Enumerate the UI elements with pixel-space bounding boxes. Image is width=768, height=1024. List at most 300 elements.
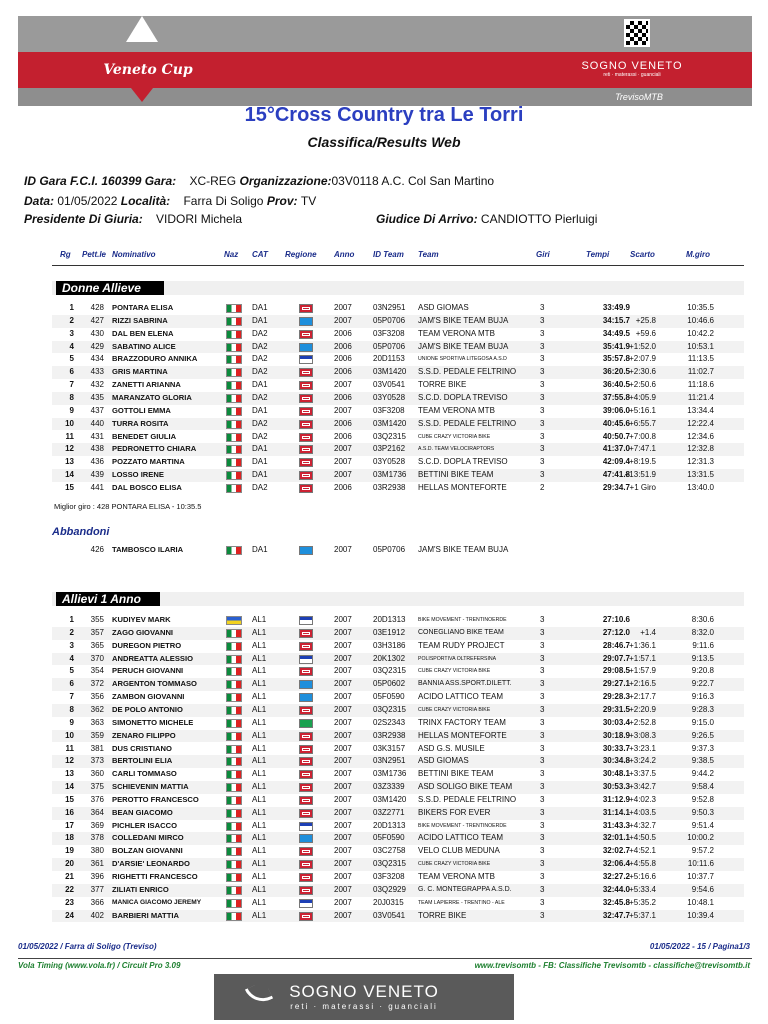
- bib-number: 428: [90, 303, 104, 312]
- laps: 3: [540, 315, 545, 325]
- table-row: [52, 302, 744, 315]
- team-name: TRINX FACTORY TEAM: [418, 717, 506, 727]
- col-mgiro: M.giro: [686, 250, 710, 259]
- birth-year: 2007: [334, 910, 352, 920]
- birth-year: 2007: [334, 807, 352, 817]
- time: 40:50.7: [602, 431, 630, 441]
- bib-number: 441: [90, 482, 104, 492]
- table-row: [52, 469, 744, 482]
- category: AL1: [252, 717, 267, 727]
- italy-flag-icon: [226, 445, 242, 454]
- best-lap: 9:58.4: [691, 782, 714, 792]
- team-id: 03Z3339: [373, 782, 405, 792]
- gap: +3:08.3: [629, 730, 656, 740]
- team-name: CUBE CRAZY VICTORIA BIKE: [418, 706, 491, 713]
- rank: 10: [65, 730, 74, 740]
- gap: +2:30.6: [629, 367, 656, 377]
- best-lap: 12:32.8: [687, 444, 714, 454]
- gap: +1:57.9: [629, 666, 656, 676]
- veneto-flag-icon: [299, 912, 313, 921]
- laps: 3: [540, 846, 545, 856]
- best-lap: 10:37.7: [687, 872, 714, 881]
- veneto-flag-icon: [299, 629, 313, 638]
- italy-flag-icon: [226, 809, 242, 818]
- bib-number: 433: [90, 367, 104, 377]
- table-row: [52, 678, 744, 691]
- athlete-name: SCHIEVENIN MATTIA: [112, 782, 189, 792]
- team-id: 03Q2315: [373, 666, 406, 676]
- time: 29:34.7: [602, 482, 630, 492]
- athlete-name: COLLEDANI MIRCO: [112, 833, 184, 843]
- bib-number: 373: [90, 756, 104, 766]
- birth-year: 2006: [334, 431, 352, 441]
- athlete-name: DAL BOSCO ELISA: [112, 482, 182, 492]
- rank: 14: [65, 470, 74, 480]
- bib-number: 378: [90, 833, 104, 843]
- rank: 9: [69, 405, 74, 415]
- laps: 3: [540, 704, 545, 714]
- category: DA2: [252, 431, 268, 441]
- category: DA2: [252, 328, 268, 338]
- birth-year: 2006: [334, 341, 352, 351]
- birth-year: 2007: [334, 380, 352, 390]
- birth-year: 2007: [334, 730, 352, 740]
- team-name: JAM'S BIKE TEAM BUJA: [418, 341, 509, 351]
- team-name: VELO CLUB MEDUNA: [418, 846, 500, 856]
- rank: 14: [65, 782, 74, 792]
- section-title-donne-allieve: Donne Allieve: [56, 281, 164, 295]
- birth-year: 2007: [334, 615, 352, 624]
- rank: 13: [65, 457, 74, 467]
- birth-year: 2007: [334, 653, 352, 663]
- team-id: 03M1420: [373, 367, 407, 377]
- birth-year: 2007: [334, 846, 352, 856]
- ukraine-flag-icon: [226, 616, 242, 625]
- team-id: 03N2951: [373, 303, 406, 312]
- bib-number: 366: [90, 897, 104, 907]
- italy-flag-icon: [226, 629, 242, 638]
- athlete-name: D'ARSIE' LEONARDO: [112, 859, 190, 869]
- rank: 23: [65, 897, 74, 907]
- category: AL1: [252, 692, 267, 702]
- bib-number: 402: [90, 910, 104, 920]
- table-row: [52, 366, 744, 379]
- best-lap: 9:28.3: [691, 704, 714, 714]
- best-lap: 13:40.0: [687, 482, 714, 492]
- footer-contacts[interactable]: www.trevisomtb - FB: Classifiche Trevisomtb - classifiche@trevisomtb.it: [474, 961, 750, 970]
- category: AL1: [252, 627, 267, 637]
- time: 31:43.3: [602, 820, 630, 830]
- rank: 12: [65, 756, 74, 766]
- birth-year: 2007: [334, 884, 352, 894]
- bib-number: 434: [90, 354, 104, 364]
- table-row: [52, 807, 744, 820]
- gap: +2:16.5: [629, 679, 656, 689]
- table-row: [52, 418, 744, 431]
- category: AL1: [252, 794, 267, 804]
- category: AL1: [252, 640, 267, 650]
- team-id: 20D1153: [373, 354, 405, 364]
- col-regione: Regione: [285, 250, 317, 259]
- athlete-name: PEROTTO FRANCESCO: [112, 794, 199, 804]
- athlete-name: PICHLER ISACCO: [112, 820, 177, 830]
- bib-number: 431: [90, 431, 104, 441]
- table-row: [52, 431, 744, 444]
- italy-flag-icon: [226, 847, 242, 856]
- category: DA1: [252, 380, 268, 390]
- time: 36:40.5: [602, 380, 630, 390]
- team-id: 03P2162: [373, 444, 406, 454]
- table-row: [52, 717, 744, 730]
- team-name: ACIDO LATTICO TEAM: [418, 833, 504, 843]
- team-name: BANNIA ASS.SPORT.DILETT.: [418, 680, 512, 688]
- category: AL1: [252, 679, 267, 689]
- category: AL1: [252, 769, 267, 779]
- table-row: [52, 341, 744, 354]
- italy-flag-icon: [226, 317, 242, 326]
- gap: +6:55.7: [629, 418, 656, 428]
- best-lap: 10:46.6: [687, 315, 714, 325]
- rank: 2: [69, 315, 74, 325]
- birth-year: 2007: [334, 679, 352, 689]
- bib-number: 380: [90, 846, 104, 856]
- athlete-name: MANICA GIACOMO JEREMY: [112, 898, 202, 906]
- best-lap: 9:20.8: [691, 666, 714, 676]
- bib-number: 375: [90, 782, 104, 792]
- rank: 2: [69, 627, 74, 637]
- time: 42:09.4: [602, 457, 630, 467]
- table-row: [52, 794, 744, 807]
- athlete-name: ANDREATTA ALESSIO: [112, 653, 193, 663]
- time: 41:37.0: [602, 444, 630, 454]
- gap: +3:42.7: [629, 782, 656, 792]
- birth-year: 2007: [334, 897, 352, 907]
- laps: 3: [540, 833, 545, 843]
- best-lap: 11:18.6: [687, 380, 714, 390]
- rank: 15: [65, 794, 74, 804]
- gap: +8:19.5: [629, 457, 656, 467]
- laps: 3: [540, 470, 545, 480]
- veneto-cup-logo: Veneto Cup: [103, 62, 193, 78]
- category: DA1: [252, 470, 268, 480]
- bib-number: 396: [90, 872, 104, 881]
- birth-year: 2006: [334, 328, 352, 338]
- rank: 7: [69, 692, 74, 702]
- veneto-flag-icon: [299, 433, 313, 442]
- best-lap: 10:00.2: [687, 833, 714, 843]
- team-id: 03M1420: [373, 794, 407, 804]
- table-row: [52, 392, 744, 405]
- athlete-name: RIZZI SABRINA: [112, 315, 168, 325]
- rank: 1: [69, 303, 74, 312]
- category: AL1: [252, 820, 267, 830]
- col-rg: Rg: [60, 250, 71, 259]
- athlete-name: POZZATO MARTINA: [112, 457, 185, 467]
- bib-number: 357: [90, 627, 104, 637]
- bib-number: 362: [90, 704, 104, 714]
- lombardia-flag-icon: [299, 719, 313, 728]
- best-lap: 11:21.4: [687, 392, 714, 402]
- laps: 3: [540, 627, 545, 637]
- team-id: 05P0706: [373, 545, 406, 554]
- team-name: ASD GIOMAS: [418, 303, 469, 312]
- gap: +5:16.6: [629, 872, 656, 881]
- gap: +4:52.1: [629, 846, 656, 856]
- table-row: [52, 858, 744, 871]
- veneto-flag-icon: [299, 873, 313, 882]
- team-id: 05F0590: [373, 833, 405, 843]
- category: AL1: [252, 859, 267, 869]
- veneto-flag-icon: [299, 706, 313, 715]
- best-lap: 10:39.4: [687, 910, 714, 920]
- bib-number: 361: [90, 859, 104, 869]
- birth-year: 2007: [334, 833, 352, 843]
- category: AL1: [252, 782, 267, 792]
- sponsor-banner: SOGNO VENETO reti · materassi · guanciali: [214, 974, 514, 1020]
- italy-flag-icon: [226, 642, 242, 651]
- laps: 3: [540, 640, 545, 650]
- bib-number: 354: [90, 666, 104, 676]
- veneto-flag-icon: [299, 770, 313, 779]
- team-id: 03R2938: [373, 730, 406, 740]
- birth-year: 2006: [334, 367, 352, 377]
- table-row: [52, 871, 744, 884]
- team-name: TEAM VERONA MTB: [418, 405, 495, 415]
- col-naz: Naz: [224, 250, 239, 259]
- best-lap: 8:30.6: [691, 615, 714, 624]
- time: 35:41.9: [602, 341, 630, 351]
- team-name: CUBE CRAZY VICTORIA BIKE: [418, 668, 491, 675]
- table-row: [52, 379, 744, 392]
- category: DA2: [252, 354, 268, 364]
- time: 29:31.5: [602, 704, 630, 714]
- rank: 22: [65, 884, 74, 894]
- italy-flag-icon: [226, 719, 242, 728]
- athlete-name: DUS CRISTIANO: [112, 743, 172, 753]
- bib-number: 363: [90, 717, 104, 727]
- athlete-name: KUDIYEV MARK: [112, 615, 171, 624]
- table-row: [52, 443, 744, 456]
- category: AL1: [252, 666, 267, 676]
- laps: 3: [540, 328, 545, 338]
- team-name: ASD G.S. MUSILE: [418, 743, 485, 753]
- birth-year: 2007: [334, 627, 352, 637]
- table-row: [52, 614, 744, 627]
- athlete-name: TAMBOSCO ILARIA: [112, 545, 184, 554]
- veneto-flag-icon: [299, 847, 313, 856]
- team-name: CUBE CRAZY VICTORIA BIKE: [418, 861, 491, 868]
- col-team: Team: [418, 250, 439, 259]
- italy-flag-icon: [226, 745, 242, 754]
- laps: 3: [540, 692, 545, 702]
- footer-page-info: 01/05/2022 - 15 / Pagina1/3: [649, 942, 750, 951]
- time: 32:02.7: [602, 846, 630, 856]
- team-id: 05P0706: [373, 315, 406, 325]
- best-lap: 12:31.3: [687, 457, 714, 467]
- rank: 8: [69, 392, 74, 402]
- gap: +2:07.9: [629, 354, 656, 364]
- rank: 12: [65, 444, 74, 454]
- veneto-flag-icon: [299, 458, 313, 467]
- team-id: 03Q2315: [373, 704, 406, 714]
- veneto-flag-icon: [299, 420, 313, 429]
- category: DA2: [252, 367, 268, 377]
- laps: 3: [540, 756, 545, 766]
- gap: +3:24.2: [629, 756, 656, 766]
- time: 30:33.7: [602, 743, 630, 753]
- team-id: 05P0706: [373, 341, 406, 351]
- col-nominativo: Nominativo: [112, 250, 156, 259]
- best-lap: 10:48.1: [687, 897, 714, 907]
- team-name: S.S.D. PEDALE FELTRINO: [418, 418, 517, 428]
- friuli-flag-icon: [299, 343, 313, 352]
- rank: 13: [65, 769, 74, 779]
- rank: 7: [69, 380, 74, 390]
- time: 30:18.9: [602, 730, 630, 740]
- time: 32:45.8: [602, 897, 630, 907]
- bib-number: 370: [90, 653, 104, 663]
- birth-year: 2007: [334, 717, 352, 727]
- birth-year: 2007: [334, 782, 352, 792]
- athlete-name: TURRA ROSITA: [112, 418, 169, 428]
- rank: 3: [69, 640, 74, 650]
- table-row: [52, 743, 744, 756]
- team-name: TEAM VERONA MTB: [418, 872, 495, 881]
- italy-flag-icon: [226, 886, 242, 895]
- laps: 3: [540, 341, 545, 351]
- rank: 11: [65, 743, 74, 753]
- team-id: 03Y0528: [373, 457, 406, 467]
- italy-flag-icon: [226, 796, 242, 805]
- category: DA1: [252, 545, 268, 554]
- time: 32:01.1: [602, 833, 630, 843]
- bib-number: 437: [90, 405, 104, 415]
- gap: +4:03.5: [629, 807, 656, 817]
- team-id: 03C2758: [373, 846, 406, 856]
- table-row: [52, 456, 744, 469]
- athlete-name: BERTOLINI ELIA: [112, 756, 173, 766]
- italy-flag-icon: [226, 873, 242, 882]
- bib-number: 365: [90, 640, 104, 650]
- athlete-name: BEAN GIACOMO: [112, 807, 173, 817]
- birth-year: 2007: [334, 470, 352, 480]
- rank: 5: [69, 666, 74, 676]
- time: 30:34.8: [602, 756, 630, 766]
- athlete-name: SIMONETTO MICHELE: [112, 717, 194, 727]
- gap: +4:55.8: [629, 859, 656, 869]
- italy-flag-icon: [226, 680, 242, 689]
- birth-year: 2007: [334, 704, 352, 714]
- rank: 15: [65, 482, 74, 492]
- birth-year: 2007: [334, 872, 352, 881]
- friuli-flag-icon: [299, 546, 313, 555]
- category: AL1: [252, 833, 267, 843]
- athlete-name: BRAZZODURO ANNIKA: [112, 354, 198, 364]
- col-anno: Anno: [334, 250, 355, 259]
- laps: 3: [540, 615, 545, 624]
- table-row: [52, 730, 744, 743]
- gap: +5:16.1: [629, 405, 656, 415]
- abbandoni-heading: Abbandoni: [52, 526, 110, 538]
- veneto-flag-icon: [299, 886, 313, 895]
- birth-year: 2006: [334, 354, 352, 364]
- team-name: G. C. MONTEGRAPPA A.S.D.: [418, 885, 512, 893]
- athlete-name: PERUCH GIOVANNI: [112, 666, 184, 676]
- gap: +2:17.7: [629, 692, 656, 702]
- table-row: [52, 755, 744, 768]
- laps: 3: [540, 872, 545, 881]
- time: 32:06.4: [602, 859, 630, 869]
- team-name: S.C.D. DOPLA TREVISO: [418, 457, 508, 467]
- gap: +3:37.5: [629, 769, 656, 779]
- category: AL1: [252, 704, 267, 714]
- italy-flag-icon: [226, 899, 242, 908]
- category: DA2: [252, 392, 268, 402]
- laps: 3: [540, 457, 545, 467]
- best-lap: 9:50.3: [691, 807, 714, 817]
- gap: +1 Giro: [629, 482, 656, 492]
- team-name: BIKERS FOR EVER: [418, 807, 491, 817]
- best-lap: 11:13.5: [687, 354, 714, 364]
- team-name: CUBE CRAZY VICTORIA BIKE: [418, 433, 491, 440]
- page-title: 15°Cross Country tra Le Torri: [244, 104, 524, 126]
- rank: 5: [69, 354, 74, 364]
- rank: 1: [69, 615, 74, 624]
- trevisomtb-logo: TrevisoMTB: [615, 92, 663, 102]
- team-id: 20D1313: [373, 820, 406, 830]
- laps: 3: [540, 743, 545, 753]
- table-row: [52, 627, 744, 640]
- best-lap: 10:42.2: [687, 328, 714, 338]
- team-id: 20K1302: [373, 653, 406, 663]
- best-lap: 10:35.5: [687, 303, 714, 312]
- team-name: ASD SOLIGO BIKE TEAM: [418, 782, 513, 792]
- gap: +4:50.5: [629, 833, 656, 843]
- time: 29:28.3: [602, 692, 630, 702]
- laps: 3: [540, 679, 545, 689]
- time: 36:20.5: [602, 367, 630, 377]
- best-lap: 9:15.0: [691, 717, 714, 727]
- athlete-name: LOSSO IRENE: [112, 470, 164, 480]
- category: DA1: [252, 457, 268, 467]
- table-row: [52, 820, 744, 833]
- best-lap: 9:44.2: [691, 769, 714, 779]
- time: 32:27.2: [602, 872, 630, 881]
- footer-timing-credit[interactable]: Vola Timing (www.vola.fr) / Circuit Pro 3.09: [18, 961, 181, 970]
- time: 33:49.9: [602, 303, 630, 312]
- col-id-team: ID Team: [373, 250, 404, 259]
- veneto-cup-mountain-icon: [126, 16, 158, 42]
- time: 39:06.0: [602, 405, 630, 415]
- team-name: BIKE MOVEMENT - TRENTINOERDE: [418, 822, 507, 829]
- athlete-name: GOTTOLI EMMA: [112, 405, 171, 415]
- laps: 3: [540, 782, 545, 792]
- best-lap: 9:51.4: [691, 820, 714, 830]
- italy-flag-icon: [226, 407, 242, 416]
- team-id: 03F3208: [373, 328, 405, 338]
- birth-year: 2007: [334, 769, 352, 779]
- italy-flag-icon: [226, 783, 242, 792]
- birth-year: 2007: [334, 859, 352, 869]
- col-scarto: Scarto: [630, 250, 655, 259]
- italy-flag-icon: [226, 458, 242, 467]
- birth-year: 2007: [334, 545, 352, 554]
- athlete-name: PONTARA ELISA: [112, 303, 174, 312]
- category: DA1: [252, 444, 268, 454]
- italy-flag-icon: [226, 860, 242, 869]
- gap: +7:00.8: [629, 431, 656, 441]
- bib-number: 440: [90, 418, 104, 428]
